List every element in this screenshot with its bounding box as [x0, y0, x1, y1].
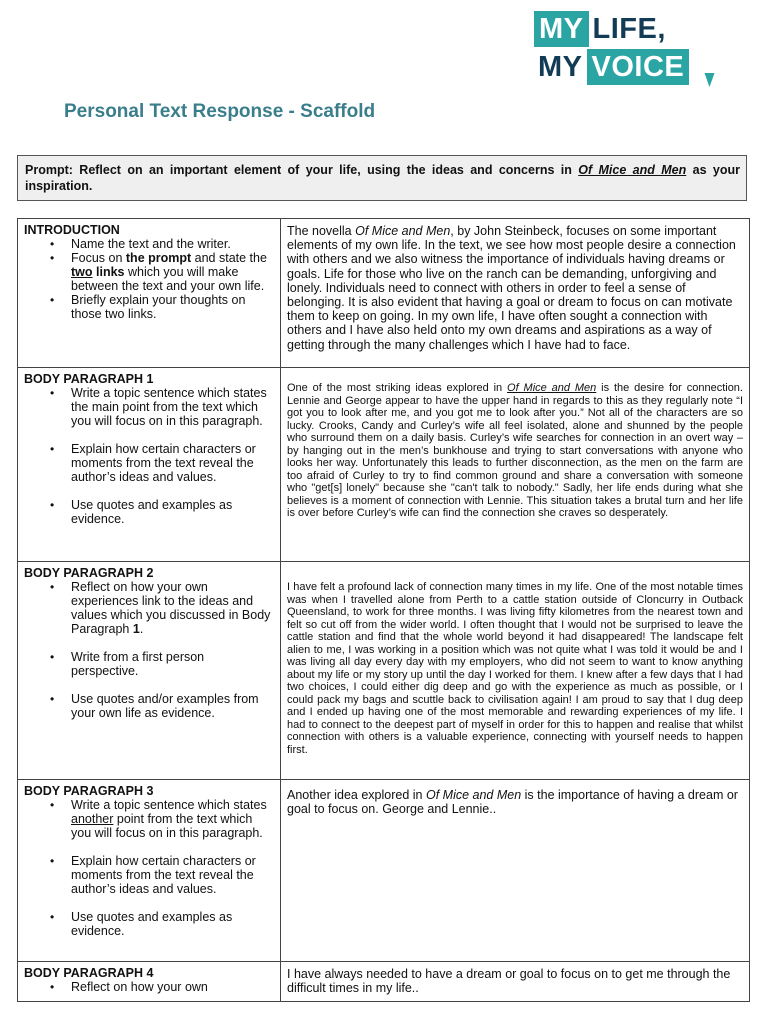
body2-b1-b: 1 — [132, 622, 140, 636]
intro-b2-b: the prompt — [125, 251, 192, 265]
intro-b2-e: links — [92, 265, 125, 279]
body1-bullet-2: • Explain how certain characters or moments from the text reveal the author’s ideas and values. — [24, 442, 274, 484]
intro-bullet-2 — [24, 251, 274, 293]
body2-bullet-2: • Write from a first person perspective. — [24, 650, 274, 678]
logo-word-my: MY — [534, 11, 589, 47]
page-title: Personal Text Response - Scaffold — [64, 101, 376, 122]
prompt-book-title: Of Mice and Men — [578, 163, 687, 177]
body3-b1-a: Write a topic sentence which states — [71, 798, 267, 812]
body3-bullet-1 — [24, 798, 274, 840]
body2-bullet-1 — [24, 580, 274, 636]
intro-resp-a: The novella — [287, 224, 356, 238]
intro-heading: INTRODUCTION — [24, 223, 120, 237]
body2-response: I have felt a profound lack of connection many times in my life. One of the most notable times was when I travelled alone from Perth to a cattle station outside of Cloncurry in Outback Queensland, to work for three months. I was living fifty kilometres from the nearest town and felt so cut off from the wider world. I often thought that I would not be surprised to leave the cattle station and find that the whole world beyond it had disappeared! The landscape felt alien to me, I was working in a position which was not quite what I was told it would be and I was living all day every day with my employers, who did not seem to want to know anything about my life or my story up until the day I worked for them. I knew after a few days that I had two choices, I could either dig deep and go with the experience as much as possible, or I could pack my bags and scuttle back to civilisation again! I am proud to say that I dug deep and I ended up having one of the most memorable and rewarding experiences of my life. I had to connect to the deepest part of myself in order for this to happen and realise that whilst connection with others is a valuable experience, connecting with yourself needs to happen first. — [281, 562, 750, 780]
body1-row — [18, 368, 750, 562]
body1-resp-b: is the desire for connection. Lennie and George appear to have the upper hand in regards to this as they regularly note “I got you to look after me, and you got me to look after you.” Not all of the characters are so lucky. Crooks, Candy and Curley’s wife all feel isolated, alone and shunned by the people who surround them on a daily basis. Curley’s wife searches for connection in an overt way – by hanging out in the men’s bunkhouse and trying to start conversations with anyone who looks her way. Unfortunately this leads to further disconnection, as the men on the farm are too afraid of Curley to try to find common ground and share a conversation with someone who "get[s] lonely" because she "can't talk to nobody." Sadly, her life ends during what she believes is a moment of connection with Lennie. This situation takes a brutal turn and her life is over before Curley’s wife can find the connection she craves so desperately. — [287, 382, 743, 519]
intro-response — [281, 219, 750, 368]
body4-heading: BODY PARAGRAPH 4 — [24, 966, 154, 980]
prompt-box — [17, 155, 747, 201]
logo-word-life: LIFE, — [592, 13, 666, 45]
intro-instructions — [18, 219, 281, 368]
body2-instructions — [18, 562, 281, 780]
intro-row — [18, 219, 750, 368]
body3-bullet-2: • Explain how certain characters or moments from the text reveal the author’s ideas and values. — [24, 854, 274, 896]
body4-row — [18, 962, 750, 1002]
intro-b2-c: and state the — [191, 251, 267, 265]
body1-instructions — [18, 368, 281, 562]
body3-resp-book: Of Mice and Men — [425, 788, 522, 802]
body4-response: I have always needed to have a dream or goal to focus on to get me through the difficult times in my life.. — [281, 962, 750, 1002]
body3-resp-b: is the importance of having a dream or goal to focus on. George and Lennie.. — [287, 788, 738, 817]
logo-speech-tail — [699, 73, 714, 87]
body2-heading: BODY PARAGRAPH 2 — [24, 566, 154, 580]
body1-heading: BODY PARAGRAPH 1 — [24, 372, 154, 386]
body2-row — [18, 562, 750, 780]
body1-bullet-3: • Use quotes and examples as evidence. — [24, 498, 274, 526]
body1-resp-a: One of the most striking ideas explored in — [287, 382, 508, 394]
prompt-text-a: Reflect on an important element of your life, using the ideas and concerns in — [72, 163, 579, 177]
prompt-label: Prompt: — [25, 163, 73, 177]
body1-resp-book: Of Mice and Men — [507, 382, 597, 394]
body3-row — [18, 780, 750, 962]
body1-response — [281, 368, 750, 562]
body4-bullet-1: • Reflect on how your own — [24, 980, 274, 994]
intro-b2-a: Focus on — [71, 251, 126, 265]
intro-resp-b: , by John Steinbeck, focuses on some important elements of my own life. In the text, we see how most people desire a connection with others and we also witness the importance of individuals having dreams or goals. Life for those who live on the ranch can be demanding, unforgiving and lonely. Individuals need to connect with others in order to feel a sense of belonging. It is also evident that having a goal or dream to focus on can motivate them to keep on going. In my own life, I have often sought a connection with others and I have also held onto my own dreams and aspirations as a way of getting through the many challenges which I have had to face. — [287, 224, 736, 352]
body3-resp-a: Another idea explored in — [287, 788, 426, 802]
body3-b1-c: point from the text which you will focus on in this paragraph. — [71, 812, 263, 840]
body3-response — [281, 780, 750, 962]
logo-word-voice: VOICE — [587, 49, 690, 85]
intro-b2-d: two — [71, 265, 93, 279]
prompt-text-b: as your inspiration. — [25, 163, 740, 193]
scaffold-table — [17, 218, 750, 1002]
body2-b1-c: . — [139, 622, 144, 636]
my-life-my-voice-logo — [534, 11, 716, 89]
intro-b2-f: which you will make between the text and your own life. — [71, 265, 265, 293]
body1-bullet-1: • Write a topic sentence which states the main point from the text which you will focus on in this paragraph. — [24, 386, 274, 428]
body3-b1-b: another — [71, 812, 114, 826]
intro-resp-book: Of Mice and Men — [355, 224, 451, 238]
intro-bullet-1: • Name the text and the writer. — [24, 237, 274, 251]
body3-bullet-3: • Use quotes and examples as evidence. — [24, 910, 274, 938]
body2-bullet-3: • Use quotes and/or examples from your own life as evidence. — [24, 692, 274, 720]
body3-instructions — [18, 780, 281, 962]
intro-bullet-3: • Briefly explain your thoughts on those two links. — [24, 293, 274, 321]
body4-instructions — [18, 962, 281, 1002]
body2-b1-a: Reflect on how your own experiences link to the ideas and values which you discussed in Body Paragraph — [71, 580, 271, 636]
logo-word-my-2: MY — [538, 51, 583, 83]
body3-heading: BODY PARAGRAPH 3 — [24, 784, 154, 798]
